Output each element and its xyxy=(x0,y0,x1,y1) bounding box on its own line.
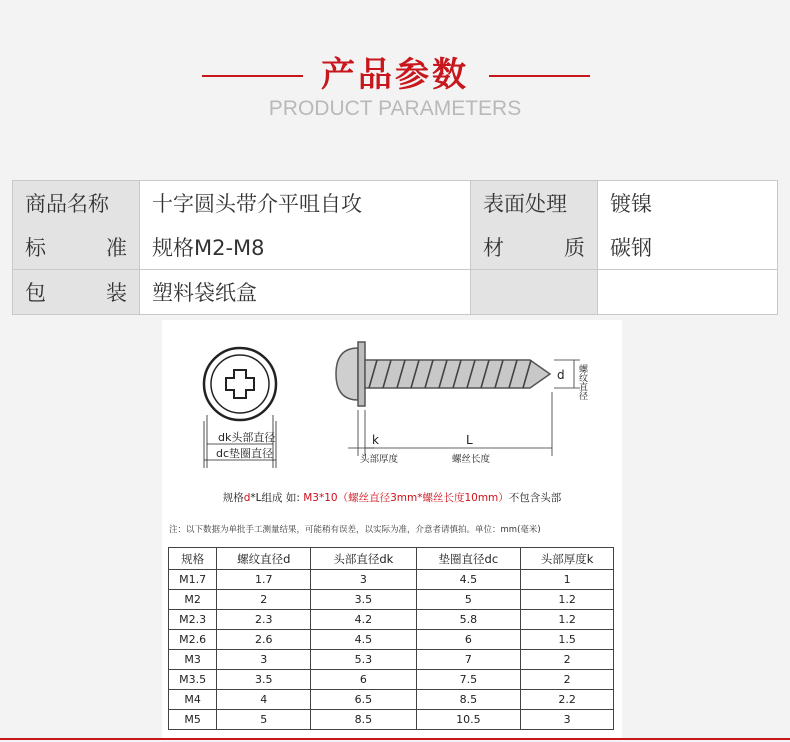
spec-header: 规格 xyxy=(169,548,217,570)
thread-dia-label: 螺纹直径 xyxy=(577,364,587,400)
table-row xyxy=(169,570,614,590)
material-label: 材 质 xyxy=(471,225,598,270)
screw-drawing-panel xyxy=(162,320,622,738)
L-desc: 螺丝长度 xyxy=(452,454,491,465)
cell: 2.3 xyxy=(217,610,311,630)
cell: M3 xyxy=(169,650,217,670)
table-row xyxy=(169,610,614,630)
cell: 5.3 xyxy=(311,650,416,670)
cell: 3 xyxy=(311,570,416,590)
cell: 3 xyxy=(217,650,311,670)
spec-header-row xyxy=(169,548,614,570)
cell: 2.6 xyxy=(217,630,311,650)
cell: M5 xyxy=(169,710,217,730)
cell: 8.5 xyxy=(311,710,416,730)
table-row xyxy=(169,650,614,670)
L-label: L xyxy=(466,433,473,447)
empty-cell xyxy=(598,270,778,315)
cell: 10.5 xyxy=(416,710,521,730)
cell: M2 xyxy=(169,590,217,610)
spec-header: 头部直径dk xyxy=(311,548,416,570)
params-row xyxy=(13,270,778,315)
cell: 1.2 xyxy=(521,610,614,630)
spec-header: 头部厚度k xyxy=(521,548,614,570)
params-row xyxy=(13,225,778,270)
section-title xyxy=(0,52,790,122)
dk-label: dk头部直径 xyxy=(218,431,276,444)
cell: 7 xyxy=(416,650,521,670)
table-row xyxy=(169,590,614,610)
screw-side-view xyxy=(336,342,550,406)
name-value: 十字圆头带介平咀自攻 xyxy=(140,181,471,226)
spec-header: 螺纹直径d xyxy=(217,548,311,570)
cell: 5 xyxy=(217,710,311,730)
k-desc: 头部厚度 xyxy=(360,454,399,465)
cell: M4 xyxy=(169,690,217,710)
name-label: 商品名称 xyxy=(13,181,140,226)
cell: 1.5 xyxy=(521,630,614,650)
cell: 2.2 xyxy=(521,690,614,710)
bottom-divider xyxy=(0,738,790,740)
table-row xyxy=(169,670,614,690)
cell: 2 xyxy=(521,670,614,690)
cell: 6 xyxy=(311,670,416,690)
cell: 5.8 xyxy=(416,610,521,630)
cell: M2.3 xyxy=(169,610,217,630)
cell: 4.2 xyxy=(311,610,416,630)
cell: M1.7 xyxy=(169,570,217,590)
cell: 3.5 xyxy=(217,670,311,690)
surface-label: 表面处理 xyxy=(471,181,598,226)
spec-header: 垫圈直径dc xyxy=(416,548,521,570)
cell: 2 xyxy=(217,590,311,610)
d-label: d xyxy=(557,368,565,382)
params-row xyxy=(13,181,778,226)
dc-label: dc垫圈直径 xyxy=(216,447,274,460)
cell: 3 xyxy=(521,710,614,730)
cell: 7.5 xyxy=(416,670,521,690)
cell: 4 xyxy=(217,690,311,710)
surface-value: 镀镍 xyxy=(598,181,778,226)
empty-cell xyxy=(471,270,598,315)
cell: 3.5 xyxy=(311,590,416,610)
cell: 8.5 xyxy=(416,690,521,710)
k-label: k xyxy=(372,433,379,447)
spec-label: 标 准 xyxy=(13,225,140,270)
spec-value: 规格M2-M8 xyxy=(140,225,471,270)
disclaimer-note: 注：以下数据为单批手工测量结果，可能稍有误差，以实际为准，介意者请慎拍。单位：mm(毫米) xyxy=(169,525,541,535)
cell: 5 xyxy=(416,590,521,610)
table-row xyxy=(169,630,614,650)
material-value: 碳钢 xyxy=(598,225,778,270)
cell: 1.7 xyxy=(217,570,311,590)
cell: 1.2 xyxy=(521,590,614,610)
table-row xyxy=(169,690,614,710)
title-en: PRODUCT PARAMETERS xyxy=(268,97,522,120)
title-cn: 产品参数 xyxy=(321,55,469,95)
spec-note: 规格d*L组成 如: M3*10（螺丝直径3mm*螺丝长度10mm）不包含头部 xyxy=(222,492,562,504)
cell: 1 xyxy=(521,570,614,590)
params-table xyxy=(12,180,778,315)
spec-table xyxy=(168,547,614,730)
cell: 4.5 xyxy=(311,630,416,650)
cell: 6 xyxy=(416,630,521,650)
cell: 6.5 xyxy=(311,690,416,710)
pack-label: 包 装 xyxy=(13,270,140,315)
table-row xyxy=(169,710,614,730)
cell: M3.5 xyxy=(169,670,217,690)
pack-value: 塑料袋纸盒 xyxy=(140,270,471,315)
cell: 2 xyxy=(521,650,614,670)
cell: M2.6 xyxy=(169,630,217,650)
cell: 4.5 xyxy=(416,570,521,590)
